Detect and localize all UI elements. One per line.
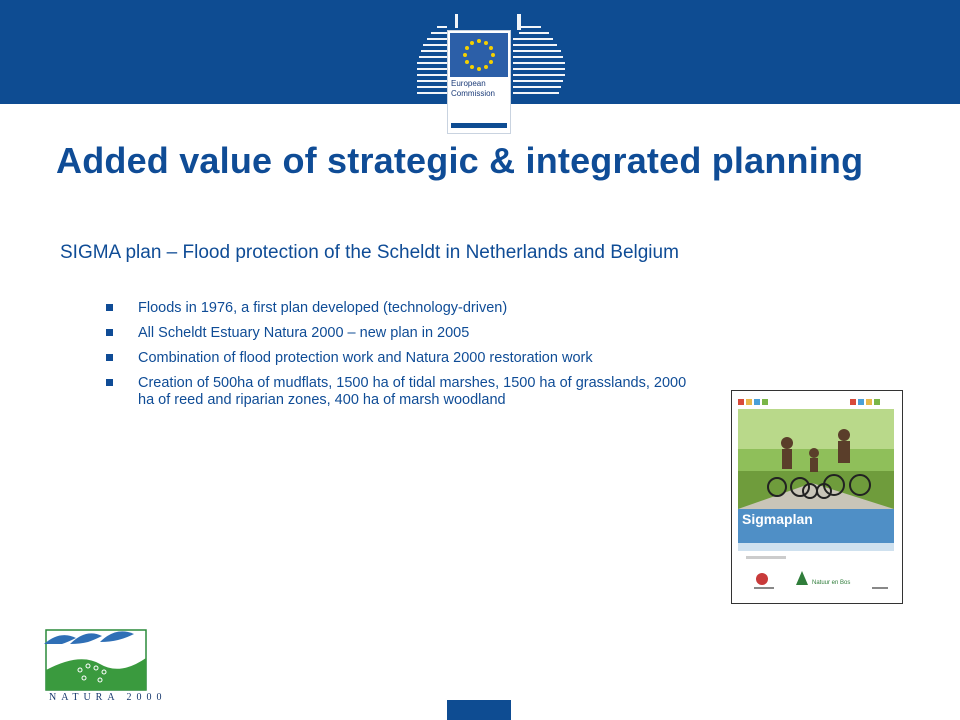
bullet-item: Combination of flood protection work and Natura 2000 restoration work (106, 350, 706, 367)
lead-paragraph: SIGMA plan – Flood protection of the Scheldt in Netherlands and Belgium (60, 242, 679, 263)
natura-birds-icon (40, 622, 155, 692)
footer-tab (447, 700, 511, 720)
european-commission-logo (415, 0, 570, 104)
bullet-item: Creation of 500ha of mudflats, 1500 ha of tidal marshes, 1500 ha of grasslands, 2000 ha of reed and riparian zones, 400 ha of marsh woodland (106, 375, 706, 409)
eu-stars-icon (450, 33, 508, 77)
bullet-item: All Scheldt Estuary Natura 2000 – new plan in 2005 (106, 325, 706, 342)
cover-photo-icon (732, 391, 902, 603)
bullet-item: Floods in 1976, a first plan developed (technology-driven) (106, 300, 706, 317)
cover-org-name: Natuur en Bos (812, 580, 851, 586)
natura-label: NATURA 2000 (49, 692, 167, 703)
slide-title: Added value of strategic & integrated planning (56, 140, 864, 181)
logo-underline (451, 123, 507, 128)
cover-heading: Sigmaplan (742, 511, 813, 527)
eu-flag-icon (450, 33, 508, 77)
sigmaplan-cover-image (731, 390, 903, 604)
logo-text: European Commission (451, 79, 496, 98)
bullet-list (106, 300, 706, 417)
